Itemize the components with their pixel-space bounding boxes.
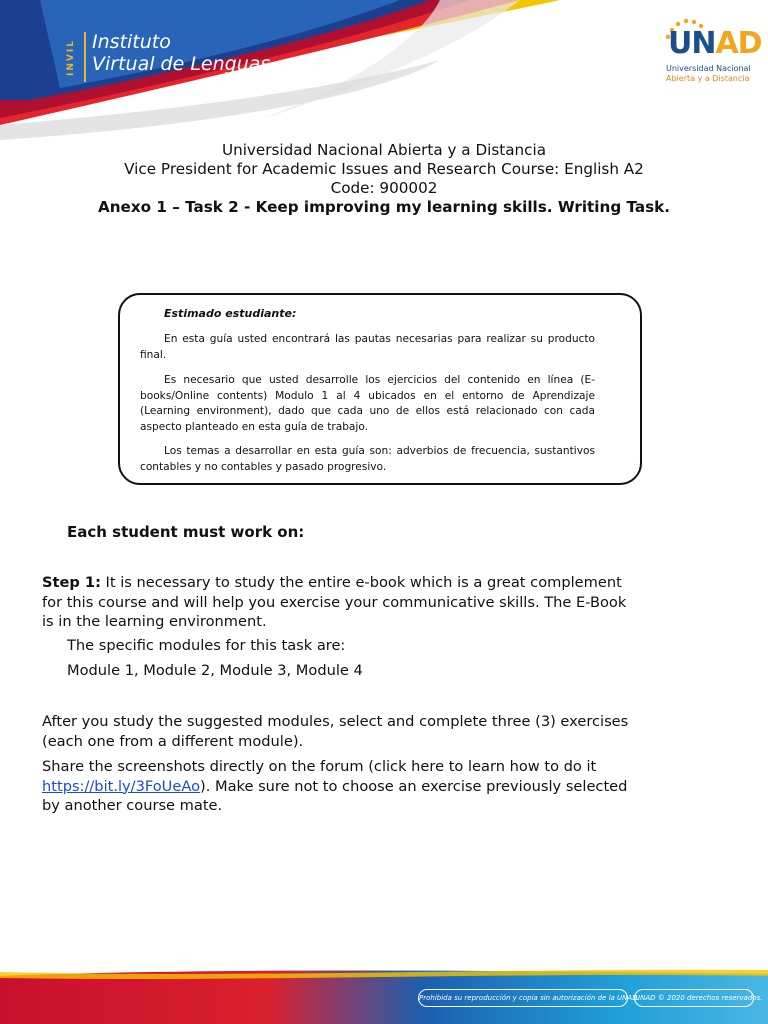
share-paragraph xyxy=(42,757,632,816)
copyright-notice: Prohibida su reproducción y copia sin autorización de la UNAD. xyxy=(418,989,628,1007)
step1-text: It is necessary to study the entire e-book which is a great complement for this course and will help you exercise your communicative skills. The E-Book is in the learning environment. xyxy=(42,574,627,630)
forum-help-link[interactable]: https://bit.ly/3FoUeAo xyxy=(42,777,201,795)
share-text-after: ). Make sure not to choose an exercise previously selected by another course mate. xyxy=(42,777,628,814)
note-paragraph-2: Es necesario que usted desarrolle los ejercicios del contenido en línea (E-books/Online contents) Modulo 1 al 4 ubicados en el entorno de Aprendizaje (Learning environment), dado que cada uno de ellos está relacionado con cada aspecto planteado en esta guía de trabajo. xyxy=(140,374,595,433)
share-text-before: Share the screenshots directly on the forum (click here to learn how to do it xyxy=(42,758,597,775)
note-greeting: Estimado estudiante: xyxy=(164,307,297,320)
note-paragraph-3: Los temas a desarrollar en esta guía son: adverbios de frecuencia, sustantivos contables y no contables y pasado progresivo. xyxy=(140,445,595,473)
brand-divider xyxy=(84,32,86,82)
step1-paragraph xyxy=(42,573,632,632)
title-task: Anexo 1 – Task 2 - Keep improving my learning skills. Writing Task. xyxy=(97,198,671,216)
brand-name-line2: Virtual de Lenguas xyxy=(92,53,271,75)
title-code: Code: 900002 xyxy=(330,179,438,197)
after-study-paragraph: After you study the suggested modules, select and complete three (3) exercises (each one from a different module). xyxy=(42,713,629,750)
unad-wordmark xyxy=(668,26,762,61)
unad-wordmark-un: UN xyxy=(668,26,716,61)
step1-label: Step 1: xyxy=(42,574,101,591)
rights-notice: UNAD © 2020 derechos reservados. xyxy=(634,989,754,1007)
brand-vertical-text: INVIL xyxy=(66,39,76,77)
unad-wordmark-ad: AD xyxy=(715,26,762,61)
unad-subtitle-2: Abierta y a Distancia xyxy=(666,74,750,83)
modules-intro: The specific modules for this task are: xyxy=(67,637,346,654)
note-paragraph-1: En esta guía usted encontrará las pautas necesarias para realizar su producto final. xyxy=(140,333,595,361)
unad-logo xyxy=(660,18,762,88)
document-title xyxy=(0,141,768,217)
title-university: Universidad Nacional Abierta y a Distancia xyxy=(221,141,547,159)
title-course: Vice President for Academic Issues and Research Course: English A2 xyxy=(124,160,644,178)
unad-subtitle-1: Universidad Nacional xyxy=(666,64,751,73)
modules-list: Module 1, Module 2, Module 3, Module 4 xyxy=(67,662,363,679)
section-heading: Each student must work on: xyxy=(67,523,305,541)
brand-name-line1: Instituto xyxy=(92,31,171,53)
